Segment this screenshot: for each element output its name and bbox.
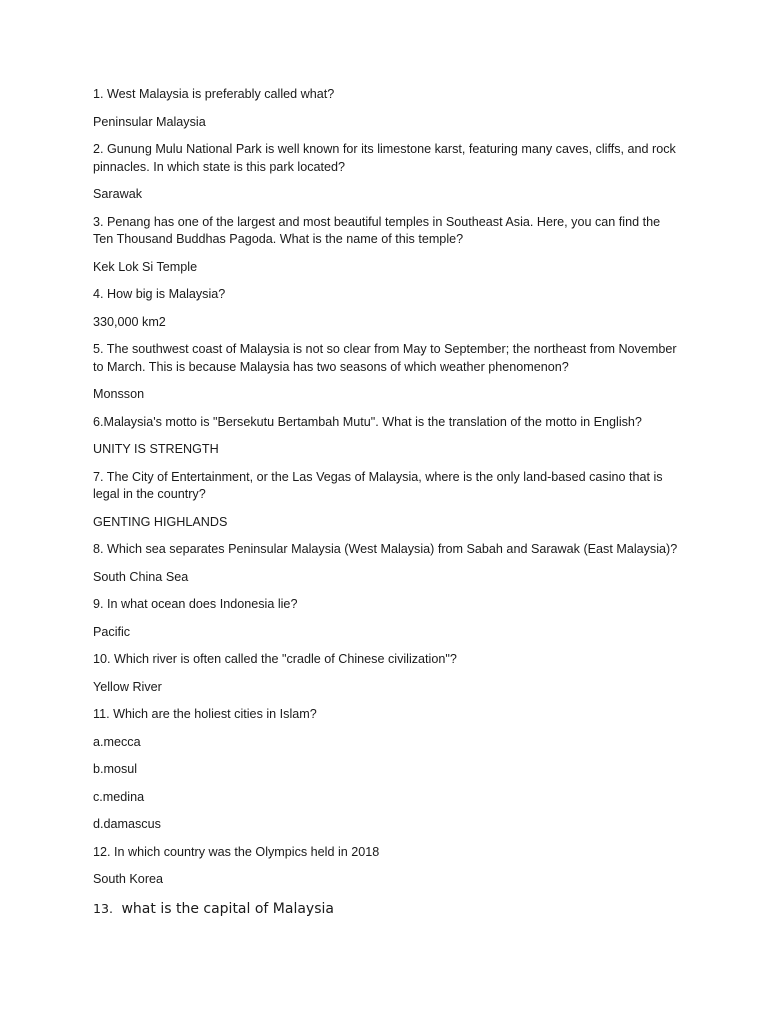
answer-2: Sarawak: [93, 187, 142, 201]
option-c: c.medina: [93, 789, 145, 804]
option-b: b.mosul: [93, 762, 138, 776]
answer-5: Monsson: [93, 387, 145, 401]
question-2: 2. Gunung Mulu National Park is well known for its limestone karst, featuring many caves, cliffs, and rock pinnacles. In which state is this park located?: [93, 142, 676, 174]
question-10: 10. Which river is often called the "cradle of Chinese civilization"?: [93, 652, 457, 666]
question-3: 3. Penang has one of the largest and most beautiful temples in Southeast Asia. Here, you can find the Ten Thousand Buddhas Pagoda. What is the name of this temple?: [93, 214, 661, 246]
answer-7: GENTING HIGHLANDS: [93, 514, 228, 529]
option-d: d.damascus: [93, 817, 161, 831]
question-1: 1. West Malaysia is preferably called what?: [93, 87, 335, 101]
answer-12: South Korea: [93, 872, 164, 886]
answer-3: Kek Lok Si Temple: [93, 259, 198, 274]
question-13-text: what is the capital of Malaysia: [121, 900, 334, 917]
option-a: a.mecca: [93, 734, 141, 749]
question-7: 7. The City of Entertainment, or the Las Vegas of Malaysia, where is the only land-based casino that is legal in the country?: [93, 469, 663, 501]
question-11: 11. Which are the holiest cities in Islam?: [93, 707, 317, 721]
question-12: 12. In which country was the Olympics held in 2018: [93, 844, 380, 859]
question-4: 4. How big is Malaysia?: [93, 287, 226, 301]
document-body: [93, 86, 683, 929]
question-9: 9. In what ocean does Indonesia lie?: [93, 597, 298, 611]
question-13-number: 13.: [93, 900, 114, 916]
question-8: 8. Which sea separates Peninsular Malaysia (West Malaysia) from Sabah and Sarawak (East Malaysia)?: [93, 542, 678, 556]
answer-6: UNITY IS STRENGTH: [93, 442, 219, 456]
question-5: 5. The southwest coast of Malaysia is not so clear from May to September; the northeast from November to March. This is because Malaysia has two seasons of which weather phenomenon?: [93, 342, 677, 374]
question-13: [93, 899, 683, 919]
answer-8: South China Sea: [93, 569, 189, 584]
answer-10: Yellow River: [93, 679, 162, 694]
question-6: 6.Malaysia's motto is "Bersekutu Bertambah Mutu". What is the translation of the motto in English?: [93, 414, 642, 429]
answer-4: 330,000 km2: [93, 314, 166, 329]
answer-1: Peninsular Malaysia: [93, 114, 206, 129]
answer-9: Pacific: [93, 624, 131, 639]
